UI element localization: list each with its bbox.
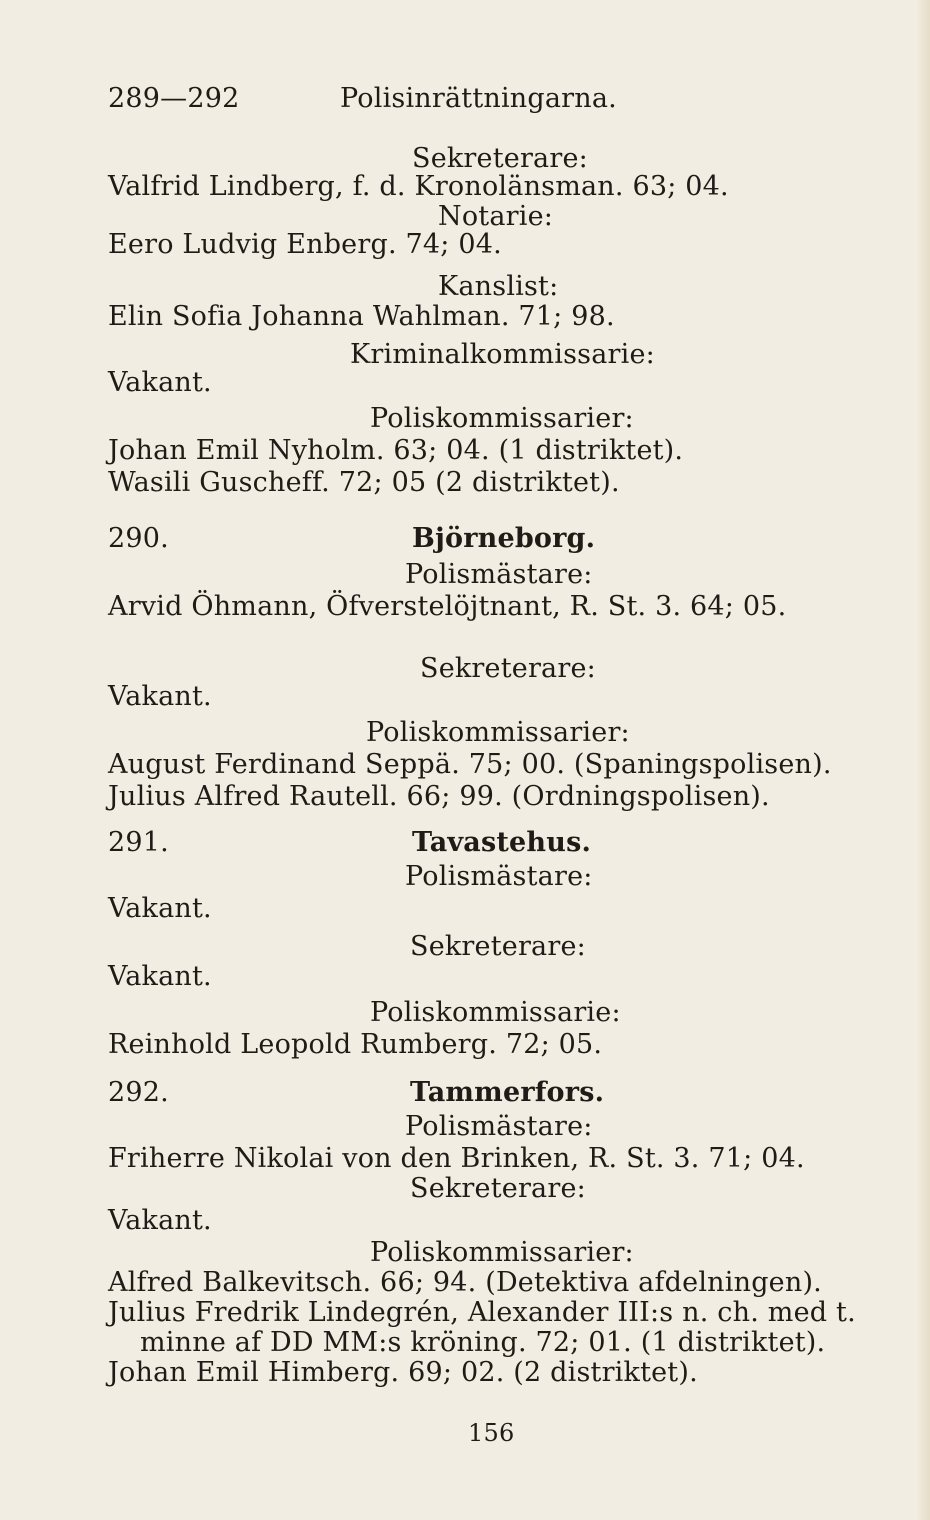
- page-edge-shadow: [916, 0, 930, 1520]
- entry-line: Wasili Guscheff. 72; 05 (2 distriktet).: [108, 467, 620, 498]
- entry-line: Vakant.: [108, 1205, 212, 1236]
- entry-line: Elin Sofia Johanna Wahlman. 71; 98.: [108, 301, 615, 332]
- section-title: Tammerfors.: [410, 1077, 605, 1108]
- entry-line: Arvid Öhmann, Öfverstelöjtnant, R. St. 3. 64; 05.: [108, 591, 787, 622]
- entry-line-continuation: minne af DD MM:s kröning. 72; 01. (1 distriktet).: [140, 1327, 826, 1358]
- role-heading: Sekreterare:: [412, 143, 588, 174]
- role-heading: Poliskommissarier:: [370, 1237, 634, 1268]
- role-heading: Sekreterare:: [410, 931, 586, 962]
- section-number: 292.: [108, 1077, 169, 1108]
- role-heading: Poliskommissarier:: [366, 717, 630, 748]
- role-heading: Poliskommissarier:: [370, 403, 634, 434]
- page-range: 289—292: [108, 83, 240, 114]
- role-heading: Polismästare:: [405, 861, 593, 892]
- role-heading: Sekreterare:: [420, 653, 596, 684]
- section-title: Tavastehus.: [412, 827, 592, 858]
- entry-line: August Ferdinand Seppä. 75; 00. (Spaningspolisen).: [108, 749, 832, 780]
- entry-line: Vakant.: [108, 681, 212, 712]
- entry-line: Johan Emil Nyholm. 63; 04. (1 distriktet).: [108, 435, 684, 466]
- entry-line: Vakant.: [108, 367, 212, 398]
- entry-line: Julius Alfred Rautell. 66; 99. (Ordningspolisen).: [108, 781, 770, 812]
- running-title: Polisinrättningarna.: [340, 83, 617, 114]
- entry-line: Vakant.: [108, 893, 212, 924]
- section-number: 291.: [108, 827, 169, 858]
- entry-line: Eero Ludvig Enberg. 74; 04.: [108, 229, 502, 260]
- section-title: Björneborg.: [412, 523, 596, 554]
- entry-line: Johan Emil Himberg. 69; 02. (2 distriktet).: [108, 1357, 698, 1388]
- role-heading: Notarie:: [438, 201, 554, 232]
- role-heading: Kanslist:: [438, 271, 559, 302]
- role-heading: Sekreterare:: [410, 1173, 586, 1204]
- entry-line: Reinhold Leopold Rumberg. 72; 05.: [108, 1029, 603, 1060]
- page-number: 156: [468, 1419, 515, 1447]
- entry-line: Vakant.: [108, 961, 212, 992]
- entry-line: Friherre Nikolai von den Brinken, R. St. 3. 71; 04.: [108, 1143, 805, 1174]
- role-heading: Poliskommissarie:: [370, 997, 621, 1028]
- entry-line: Valfrid Lindberg, f. d. Kronolänsman. 63; 04.: [108, 171, 729, 202]
- section-number: 290.: [108, 523, 169, 554]
- entry-line: Julius Fredrik Lindegrén, Alexander III:s n. ch. med t.: [108, 1297, 856, 1328]
- role-heading: Kriminalkommissarie:: [350, 339, 655, 370]
- role-heading: Polismästare:: [405, 1111, 593, 1142]
- entry-line: Alfred Balkevitsch. 66; 94. (Detektiva afdelningen).: [108, 1267, 822, 1298]
- role-heading: Polismästare:: [405, 559, 593, 590]
